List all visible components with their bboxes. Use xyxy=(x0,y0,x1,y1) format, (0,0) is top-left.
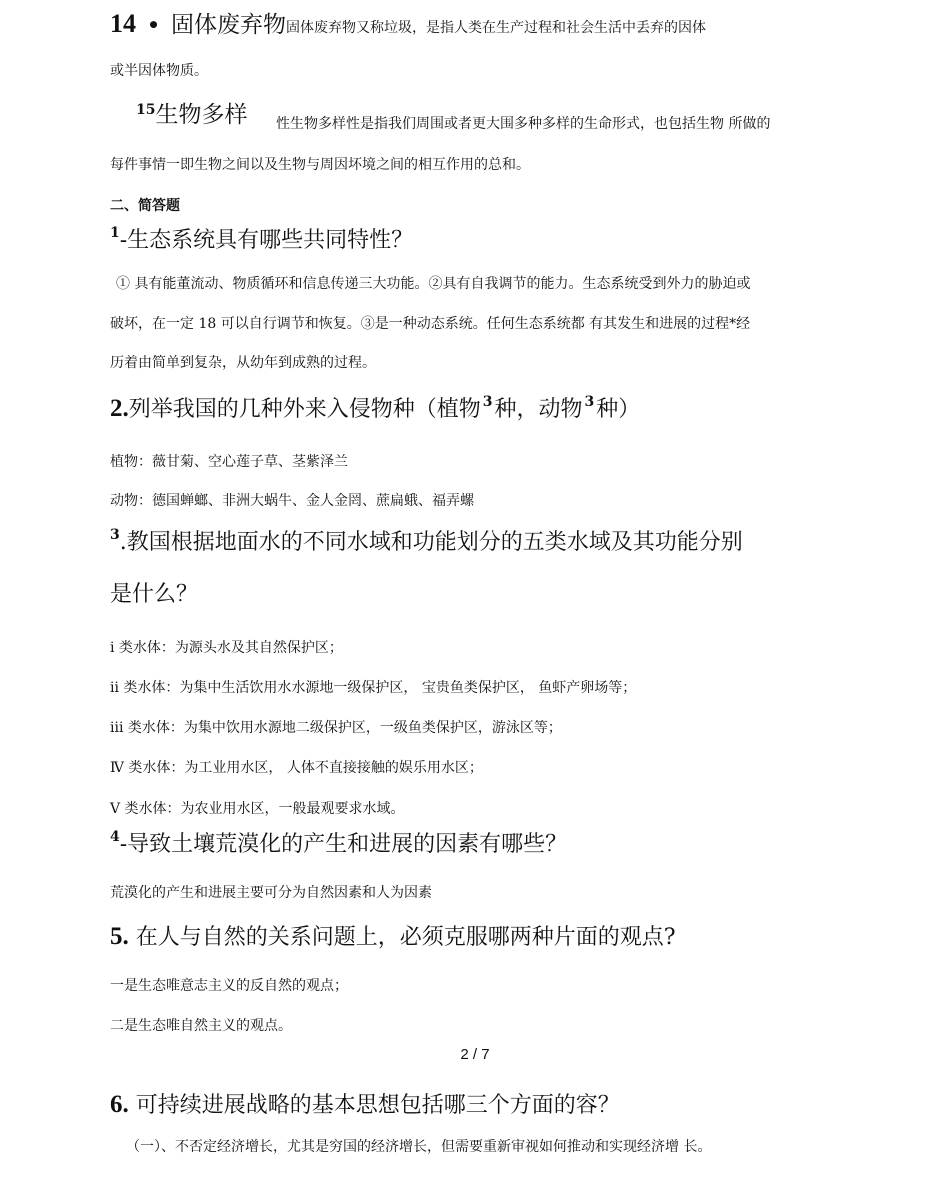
q3-number: 3 xyxy=(110,527,120,543)
q5-answer-line2: 二是生态唯自然主义的观点。 xyxy=(110,1018,292,1034)
item-14-number: 14 xyxy=(110,9,136,38)
q1-number: 1 xyxy=(110,225,120,241)
q2-heading xyxy=(110,394,640,425)
q4-number: 4 xyxy=(110,829,120,845)
q5-number: 5. xyxy=(110,923,129,950)
q1-answer-line1: ① 具有能董流动、物质循环和信息传递三大功能。②具有自我调节的能力。生态系统受到外力的胁迫或 xyxy=(116,276,751,292)
q1-heading xyxy=(110,226,413,256)
q1-answer-line3: 历着由简单到复杂，从幼年到成熟的过程。 xyxy=(110,355,376,371)
q3-answer-class4: Ⅳ 类水体：为工业用水区， 人体不直接接触的娱乐用水区； xyxy=(110,760,483,776)
q2-title-part-a: 列举我国的几种外来入侵物种（植物 xyxy=(128,397,481,422)
q3-heading-line1 xyxy=(110,528,743,558)
q5-heading xyxy=(110,922,676,953)
q3-title-line2: 是什么？ xyxy=(110,582,199,607)
item-14-term: 固体废弃物 xyxy=(170,12,286,38)
q4-title: -导致土壤荒漠化的产生和进展的因素有哪些？ xyxy=(119,832,568,857)
q2-animals: 动物：德国蝉螂、非洲大蜗牛、金人金罔、蔗扁蛾、福弄螺 xyxy=(110,493,474,509)
q3-answer-class2: ii 类水体：为集中生活饮用水水源地一级保护区， 宝贵鱼类保护区， 鱼虾产卵场等； xyxy=(110,680,637,696)
q6-number: 6. xyxy=(110,1091,129,1118)
section-title: 二、简答题 xyxy=(110,197,180,213)
q3-title-line1: .教国根据地面水的不同水域和功能划分的五类水域及其功能分别 xyxy=(119,530,743,555)
item-14-definition-line1: 固体废弃物又称垃圾，是指人类在生产过程和社会生活中丢弃的因体 xyxy=(285,20,706,36)
q2-title-part-c: 种） xyxy=(596,397,641,422)
q5-answer-line1: 一是生态唯意志主义的反自然的观点； xyxy=(110,978,348,994)
q5-title: 在人与自然的关系问题上，必须克服哪两种片面的观点? xyxy=(128,925,676,950)
q6-heading xyxy=(110,1090,620,1121)
item-15-definition-line2: 每件事情一即生物之间以及生物与周因坏境之间的相互作用的总和。 xyxy=(110,157,530,173)
q3-answer-class1: i 类水体：为源头水及其自然保护区； xyxy=(110,640,343,656)
item-14-bullet: • xyxy=(147,13,160,37)
q1-answer-line2: 破坏，在一定 18 可以自行调节和恢复。③是一种动态系统。任何生态系统都 有其发生和进展的过程*经 xyxy=(110,316,751,332)
q3-answer-class5: V 类水体：为农业用水区，一般最观要求水域。 xyxy=(110,801,405,817)
q2-number: 2. xyxy=(110,395,129,422)
item-14-heading xyxy=(110,6,706,40)
q1-title: -生态系统具有哪些共同特性？ xyxy=(119,228,414,253)
q2-sup-plants: 3 xyxy=(482,394,493,410)
q4-heading xyxy=(110,830,567,860)
item-15-number: 15 xyxy=(136,102,156,118)
q6-title: 可持续进展战略的基本思想包括哪三个方面的容？ xyxy=(128,1093,620,1118)
q3-answer-class3: iii 类水体：为集中饮用水源地二级保护区，一级鱼类保护区，游泳区等； xyxy=(110,720,562,736)
page-number: 2 / 7 xyxy=(460,1046,490,1063)
item-15-definition-line1: 性生物多样性是指我们周围或者更大围多种多样的生命形式，也包括生物 所做的 xyxy=(276,116,771,132)
item-14-definition-line2: 或半因体物质。 xyxy=(110,63,208,79)
item-15-heading xyxy=(136,96,247,129)
q2-sup-animals: 3 xyxy=(584,394,595,410)
q2-plants: 植物：薇甘菊、空心莲子草、茎紫泽兰 xyxy=(110,454,348,470)
q4-answer: 荒漠化的产生和进展主要可分为自然因素和人为因素 xyxy=(110,885,432,901)
item-15-term: 生物多样 xyxy=(155,102,248,128)
q6-answer: （一）、不否定经济增长，尤其是穷国的经济增长，但需要重新审视如何推动和实现经济增 长。 xyxy=(126,1139,712,1155)
q2-title-part-b: 种，动物 xyxy=(494,397,583,422)
